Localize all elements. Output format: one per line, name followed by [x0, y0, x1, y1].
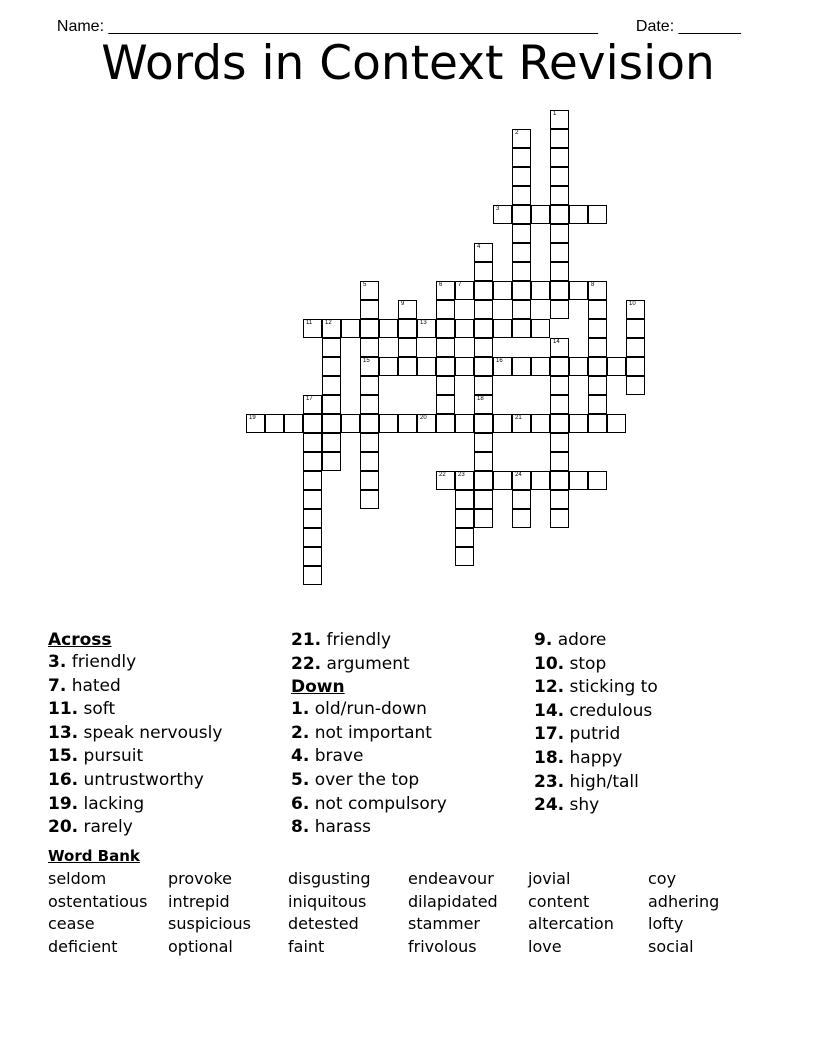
word-bank-item: coy — [648, 869, 677, 888]
grid-cell[interactable] — [303, 414, 322, 433]
clue-down-5 — [291, 769, 531, 793]
grid-cell[interactable] — [512, 414, 531, 433]
grid-cell[interactable] — [360, 414, 379, 433]
grid-cell[interactable] — [246, 414, 265, 433]
clue-text: old/run-down — [314, 699, 427, 720]
grid-cell[interactable] — [398, 357, 417, 376]
clue-number: 21. — [291, 630, 322, 650]
clue-number: 20. — [48, 817, 79, 838]
grid-cell[interactable] — [512, 129, 531, 148]
clue-text: hated — [71, 675, 121, 696]
cell-number: 9 — [401, 301, 405, 307]
word-bank-title: Word Bank — [48, 847, 140, 865]
clue-number: 8. — [291, 817, 310, 838]
word-bank-item: endeavour — [408, 869, 494, 888]
clue-down-17 — [534, 723, 774, 747]
clue-number: 15. — [48, 746, 79, 767]
grid-cell[interactable] — [474, 509, 493, 528]
grid-cell[interactable] — [550, 167, 569, 186]
word-bank-item: altercation — [528, 914, 614, 934]
word-bank-item: intrepid — [168, 891, 230, 911]
grid-cell[interactable] — [512, 471, 531, 490]
clue-number: 18. — [534, 747, 565, 768]
grid-cell[interactable] — [455, 490, 474, 509]
grid-cell[interactable] — [550, 338, 569, 357]
cell-number: 5 — [363, 282, 367, 288]
grid-cell[interactable] — [322, 395, 341, 414]
clues-column-3 — [534, 629, 774, 818]
grid-cell[interactable] — [493, 414, 512, 433]
grid-cell[interactable] — [588, 338, 607, 357]
grid-cell[interactable] — [569, 414, 588, 433]
clue-number: 11. — [48, 699, 79, 720]
clues-column-2 — [291, 629, 531, 840]
clue-across-16 — [48, 769, 288, 793]
clue-across-3 — [48, 651, 288, 675]
clue-number: 23. — [534, 771, 565, 792]
grid-cell[interactable] — [512, 148, 531, 167]
grid-cell[interactable] — [550, 281, 569, 300]
cell-number: 3 — [496, 206, 500, 212]
cell-number: 17 — [306, 396, 313, 402]
grid-cell[interactable] — [512, 243, 531, 262]
cell-number: 19 — [249, 415, 256, 421]
grid-cell[interactable] — [474, 300, 493, 319]
grid-cell[interactable] — [303, 547, 322, 566]
word-bank-item: provoke — [168, 869, 232, 888]
clue-number: 16. — [48, 769, 79, 790]
grid-cell[interactable] — [569, 205, 588, 224]
grid-cell[interactable] — [455, 528, 474, 547]
grid-cell[interactable] — [512, 281, 531, 300]
clue-down-9 — [534, 629, 774, 653]
grid-cell[interactable] — [360, 319, 379, 338]
grid-cell[interactable] — [436, 319, 455, 338]
clue-across-21 — [291, 629, 531, 653]
cell-number: 11 — [306, 320, 313, 326]
grid-cell[interactable] — [379, 414, 398, 433]
grid-cell[interactable] — [360, 395, 379, 414]
grid-cell[interactable] — [474, 357, 493, 376]
grid-cell[interactable] — [455, 509, 474, 528]
cell-number: 13 — [420, 320, 427, 326]
grid-cell[interactable] — [550, 110, 569, 129]
grid-cell[interactable] — [626, 319, 645, 338]
grid-cell[interactable] — [322, 433, 341, 452]
grid-cell[interactable] — [474, 262, 493, 281]
grid-cell[interactable] — [626, 300, 645, 319]
grid-cell[interactable] — [436, 357, 455, 376]
clue-number: 22. — [291, 653, 322, 674]
cell-number: 23 — [458, 472, 465, 478]
word-bank-item: seldom — [48, 869, 107, 888]
grid-cell[interactable] — [474, 452, 493, 471]
grid-cell[interactable] — [512, 224, 531, 243]
grid-cell[interactable] — [493, 471, 512, 490]
grid-cell[interactable] — [550, 300, 569, 319]
grid-cell[interactable] — [360, 300, 379, 319]
word-bank-item: dilapidated — [408, 891, 498, 911]
cell-number: 15 — [363, 358, 370, 364]
grid-cell[interactable] — [436, 414, 455, 433]
clue-down-12 — [534, 676, 774, 700]
cell-number: 16 — [496, 358, 503, 364]
grid-cell[interactable] — [550, 471, 569, 490]
grid-cell[interactable] — [626, 338, 645, 357]
grid-cell[interactable] — [398, 300, 417, 319]
grid-cell[interactable] — [322, 338, 341, 357]
grid-cell[interactable] — [303, 566, 322, 585]
word-bank-item: jovial — [528, 869, 571, 888]
grid-cell[interactable] — [550, 452, 569, 471]
clue-text: friendly — [71, 652, 137, 672]
word-bank-item: lofty — [648, 914, 684, 934]
clue-text: sticking to — [569, 677, 658, 698]
clue-text: speak nervously — [83, 722, 223, 743]
grid-cell[interactable] — [550, 490, 569, 509]
grid-cell[interactable] — [493, 205, 512, 224]
grid-cell[interactable] — [341, 414, 360, 433]
grid-cell[interactable] — [550, 395, 569, 414]
grid-cell[interactable] — [360, 338, 379, 357]
grid-cell[interactable] — [303, 395, 322, 414]
clue-text: brave — [314, 746, 364, 767]
clue-text: untrustworthy — [83, 769, 204, 790]
grid-cell[interactable] — [550, 262, 569, 281]
date-label: Date: — [635, 18, 679, 35]
cell-number: 2 — [515, 130, 519, 136]
grid-cell[interactable] — [360, 471, 379, 490]
word-bank-item: optional — [168, 937, 233, 957]
clue-down-2 — [291, 722, 531, 746]
grid-cell[interactable] — [512, 300, 531, 319]
grid-cell[interactable] — [360, 490, 379, 509]
grid-cell[interactable] — [493, 357, 512, 376]
grid-cell[interactable] — [550, 186, 569, 205]
clue-text: soft — [83, 699, 116, 720]
clue-down-1 — [291, 698, 531, 722]
clue-text: not important — [314, 722, 432, 743]
clues-column-1 — [48, 629, 288, 840]
across-heading: Across — [48, 630, 112, 650]
clue-down-4 — [291, 745, 531, 769]
grid-cell[interactable] — [588, 281, 607, 300]
word-bank-item: frivolous — [408, 937, 477, 957]
grid-cell[interactable] — [379, 319, 398, 338]
clue-across-7 — [48, 675, 288, 699]
word-bank-item: adhering — [648, 891, 720, 911]
clue-down-8 — [291, 816, 531, 840]
date-blank[interactable]: _______ — [678, 18, 741, 35]
grid-cell[interactable] — [398, 319, 417, 338]
name-blank[interactable]: _______________________________________________________ — [108, 18, 598, 35]
grid-cell[interactable] — [398, 338, 417, 357]
grid-cell[interactable] — [569, 357, 588, 376]
grid-cell[interactable] — [550, 224, 569, 243]
clue-text: stop — [569, 653, 607, 674]
clue-number: 17. — [534, 724, 565, 745]
cell-number: 7 — [458, 282, 462, 288]
grid-cell[interactable] — [531, 357, 550, 376]
grid-cell[interactable] — [322, 319, 341, 338]
grid-cell[interactable] — [531, 471, 550, 490]
clue-down-14 — [534, 700, 774, 724]
clue-number: 7. — [48, 675, 67, 696]
clue-text: shy — [569, 795, 600, 816]
cell-number: 18 — [477, 396, 484, 402]
word-bank-item: disgusting — [288, 869, 371, 888]
clue-across-13 — [48, 722, 288, 746]
clue-number: 24. — [534, 795, 565, 816]
clue-number: 13. — [48, 722, 79, 743]
clue-across-22 — [291, 653, 531, 677]
grid-cell[interactable] — [493, 281, 512, 300]
clue-text: happy — [569, 747, 623, 768]
grid-cell[interactable] — [436, 300, 455, 319]
word-bank-item: love — [528, 937, 562, 957]
grid-cell[interactable] — [455, 319, 474, 338]
grid-cell[interactable] — [265, 414, 284, 433]
grid-cell[interactable] — [550, 414, 569, 433]
grid-cell[interactable] — [360, 433, 379, 452]
grid-cell[interactable] — [588, 395, 607, 414]
grid-cell[interactable] — [360, 376, 379, 395]
clue-number: 12. — [534, 677, 565, 698]
word-bank-item: stammer — [408, 914, 481, 934]
clue-number: 6. — [291, 793, 310, 814]
clue-across-20 — [48, 816, 288, 840]
grid-cell[interactable] — [303, 319, 322, 338]
grid-cell[interactable] — [360, 357, 379, 376]
grid-cell[interactable] — [303, 509, 322, 528]
cell-number: 8 — [591, 282, 595, 288]
clue-number: 9. — [534, 630, 553, 650]
grid-cell[interactable] — [455, 357, 474, 376]
grid-cell[interactable] — [284, 414, 303, 433]
grid-cell[interactable] — [588, 357, 607, 376]
grid-cell[interactable] — [303, 433, 322, 452]
grid-cell[interactable] — [550, 433, 569, 452]
clue-number: 4. — [291, 746, 310, 767]
clue-number: 19. — [48, 793, 79, 814]
grid-cell[interactable] — [512, 490, 531, 509]
word-bank — [48, 868, 768, 959]
clue-number: 5. — [291, 769, 310, 790]
grid-cell[interactable] — [588, 471, 607, 490]
grid-cell[interactable] — [379, 357, 398, 376]
grid-cell[interactable] — [493, 319, 512, 338]
grid-cell[interactable] — [455, 281, 474, 300]
cell-number: 22 — [439, 472, 446, 478]
word-bank-item: cease — [48, 914, 95, 934]
clue-text: friendly — [326, 630, 392, 650]
grid-cell[interactable] — [474, 433, 493, 452]
word-bank-item: ostentatious — [48, 891, 148, 911]
grid-cell[interactable] — [550, 357, 569, 376]
word-bank-item: social — [648, 937, 694, 957]
clue-down-6 — [291, 793, 531, 817]
grid-cell[interactable] — [303, 490, 322, 509]
grid-cell[interactable] — [474, 376, 493, 395]
grid-cell[interactable] — [607, 414, 626, 433]
date-line — [627, 0, 741, 36]
grid-cell[interactable] — [512, 357, 531, 376]
clue-text: putrid — [569, 724, 621, 745]
grid-cell[interactable] — [550, 205, 569, 224]
grid-cell[interactable] — [512, 167, 531, 186]
clue-text: rarely — [83, 817, 133, 838]
page-title: Words in Context Revision — [101, 36, 715, 91]
grid-cell[interactable] — [474, 281, 493, 300]
word-bank-item: suspicious — [168, 914, 251, 934]
grid-cell[interactable] — [569, 281, 588, 300]
grid-cell[interactable] — [398, 414, 417, 433]
clue-down-18 — [534, 747, 774, 771]
word-bank-item: content — [528, 891, 590, 911]
grid-cell[interactable] — [417, 357, 436, 376]
grid-cell[interactable] — [417, 414, 436, 433]
grid-cell[interactable] — [455, 471, 474, 490]
grid-cell[interactable] — [474, 490, 493, 509]
clue-text: lacking — [83, 793, 145, 814]
grid-cell[interactable] — [550, 148, 569, 167]
grid-cell[interactable] — [550, 243, 569, 262]
grid-cell[interactable] — [531, 414, 550, 433]
clue-across-19 — [48, 793, 288, 817]
name-label: Name: — [56, 18, 109, 35]
clue-text: not compulsory — [314, 793, 447, 814]
grid-cell[interactable] — [588, 376, 607, 395]
clue-number: 10. — [534, 653, 565, 674]
clue-text: adore — [557, 630, 607, 650]
grid-cell[interactable] — [360, 452, 379, 471]
clue-down-23 — [534, 771, 774, 795]
grid-cell[interactable] — [417, 319, 436, 338]
grid-cell[interactable] — [531, 205, 550, 224]
clue-text: high/tall — [569, 771, 639, 792]
grid-cell[interactable] — [436, 376, 455, 395]
grid-cell[interactable] — [474, 395, 493, 414]
clue-text: harass — [314, 817, 372, 838]
clue-number: 3. — [48, 652, 67, 672]
grid-cell[interactable] — [341, 319, 360, 338]
grid-cell[interactable] — [322, 452, 341, 471]
word-bank-item: deficient — [48, 937, 118, 957]
grid-cell[interactable] — [322, 357, 341, 376]
grid-cell[interactable] — [626, 376, 645, 395]
grid-cell[interactable] — [512, 509, 531, 528]
clue-text: argument — [326, 653, 410, 674]
grid-cell[interactable] — [322, 414, 341, 433]
cell-number: 21 — [515, 415, 522, 421]
name-line — [48, 0, 598, 36]
grid-cell[interactable] — [569, 471, 588, 490]
grid-cell[interactable] — [474, 414, 493, 433]
grid-cell[interactable] — [588, 414, 607, 433]
down-heading: Down — [291, 677, 345, 698]
cell-number: 20 — [420, 415, 427, 421]
word-bank-item: detested — [288, 914, 359, 934]
grid-cell[interactable] — [455, 414, 474, 433]
clue-down-10 — [534, 653, 774, 677]
cell-number: 14 — [553, 339, 560, 345]
clue-text: pursuit — [83, 746, 144, 767]
grid-cell[interactable] — [550, 509, 569, 528]
clue-down-24 — [534, 794, 774, 818]
grid-cell[interactable] — [436, 281, 455, 300]
grid-cell[interactable] — [455, 547, 474, 566]
grid-cell[interactable] — [436, 338, 455, 357]
grid-cell[interactable] — [607, 357, 626, 376]
clue-number: 14. — [534, 700, 565, 721]
cell-number: 12 — [325, 320, 332, 326]
grid-cell[interactable] — [474, 338, 493, 357]
cell-number: 1 — [553, 111, 557, 117]
grid-cell[interactable] — [474, 243, 493, 262]
word-bank-item: iniquitous — [288, 891, 367, 911]
grid-cell[interactable] — [303, 471, 322, 490]
grid-cell[interactable] — [588, 319, 607, 338]
clue-number: 1. — [291, 699, 310, 720]
grid-cell[interactable] — [512, 319, 531, 338]
cell-number: 4 — [477, 244, 481, 250]
grid-cell[interactable] — [474, 319, 493, 338]
grid-cell[interactable] — [550, 376, 569, 395]
cell-number: 10 — [629, 301, 636, 307]
grid-cell[interactable] — [436, 395, 455, 414]
grid-cell[interactable] — [588, 205, 607, 224]
grid-cell[interactable] — [550, 129, 569, 148]
word-bank-item: faint — [288, 937, 325, 957]
cell-number: 24 — [515, 472, 522, 478]
grid-cell[interactable] — [626, 357, 645, 376]
grid-cell[interactable] — [512, 205, 531, 224]
clue-number: 2. — [291, 722, 310, 743]
grid-cell[interactable] — [360, 281, 379, 300]
grid-cell[interactable] — [588, 300, 607, 319]
grid-cell[interactable] — [512, 186, 531, 205]
grid-cell[interactable] — [303, 452, 322, 471]
clue-across-15 — [48, 745, 288, 769]
grid-cell[interactable] — [322, 376, 341, 395]
grid-cell[interactable] — [531, 281, 550, 300]
grid-cell[interactable] — [436, 471, 455, 490]
clue-across-11 — [48, 698, 288, 722]
grid-cell[interactable] — [474, 471, 493, 490]
clue-text: over the top — [314, 769, 420, 790]
cell-number: 6 — [439, 282, 443, 288]
grid-cell[interactable] — [303, 528, 322, 547]
clue-text: credulous — [569, 700, 653, 721]
grid-cell[interactable] — [512, 262, 531, 281]
grid-cell[interactable] — [531, 319, 550, 338]
